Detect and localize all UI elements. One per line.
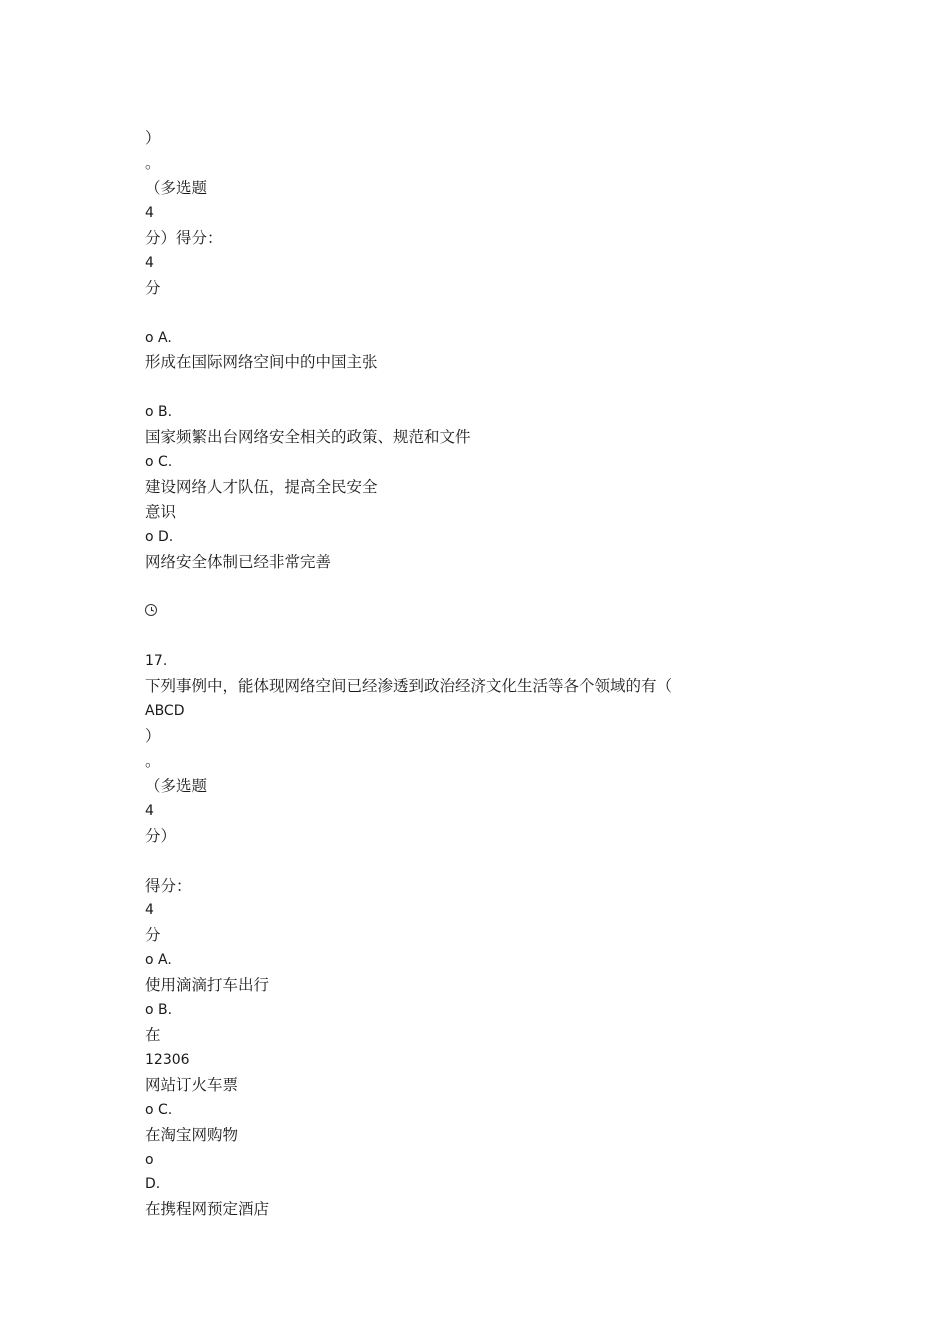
q17-option-d-marker[interactable]: o: [145, 1152, 154, 1168]
q17-score-label: 得分：: [145, 877, 192, 895]
q17-option-b-number: 12306: [145, 1052, 190, 1068]
clock-icon: [145, 604, 157, 616]
q16-points-tail: 分）得分：: [145, 229, 223, 247]
q16-points: 4: [145, 205, 154, 221]
q16-option-a-text: 形成在国际网络空间中的中国主张: [145, 353, 378, 371]
q16-option-c-text-cont: 意识: [145, 503, 177, 521]
q16-option-c-text: 建设网络人才队伍，提高全民安全: [145, 478, 378, 496]
q17-points: 4: [145, 803, 154, 819]
q17-score-unit: 分: [145, 926, 161, 944]
q17-close-paren: ）: [145, 727, 161, 745]
q17-option-c-text: 在淘宝网购物: [145, 1126, 239, 1144]
q16-option-a-marker[interactable]: o A.: [145, 330, 172, 346]
q16-period: 。: [145, 154, 161, 172]
q17-option-b-text: 在: [145, 1026, 161, 1044]
q16-score: 4: [145, 255, 154, 271]
q16-option-b-text: 国家频繁出台网络安全相关的政策、规范和文件: [145, 428, 471, 446]
q16-option-c-marker[interactable]: o C.: [145, 454, 173, 470]
q17-option-a-marker[interactable]: o A.: [145, 952, 172, 968]
q17-type: （多选题: [145, 777, 208, 795]
q17-option-d-text: 在携程网预定酒店: [145, 1200, 270, 1218]
q16-score-unit: 分: [145, 279, 161, 297]
q17-option-c-marker[interactable]: o C.: [145, 1102, 173, 1118]
q16-type: （多选题: [145, 179, 208, 197]
q16-option-b-marker[interactable]: o B.: [145, 404, 173, 420]
q17-period: 。: [145, 752, 161, 770]
q17-option-b-text-cont: 网站订火车票: [145, 1076, 239, 1094]
q17-stem: 下列事例中，能体现网络空间已经渗透到政治经济文化生活等各个领域的有（: [145, 677, 673, 695]
q17-option-a-text: 使用滴滴打车出行: [145, 976, 270, 994]
q17-option-d-letter[interactable]: D.: [145, 1176, 161, 1192]
q17-score: 4: [145, 902, 154, 918]
q16-close-paren: ）: [145, 129, 161, 147]
q16-option-d-marker[interactable]: o D.: [145, 529, 174, 545]
q16-option-d-text: 网络安全体制已经非常完善: [145, 553, 332, 571]
q17-option-b-marker[interactable]: o B.: [145, 1002, 173, 1018]
q17-number: 17.: [145, 653, 168, 669]
q17-answer: ABCD: [145, 703, 185, 719]
q17-points-tail: 分）: [145, 827, 177, 845]
